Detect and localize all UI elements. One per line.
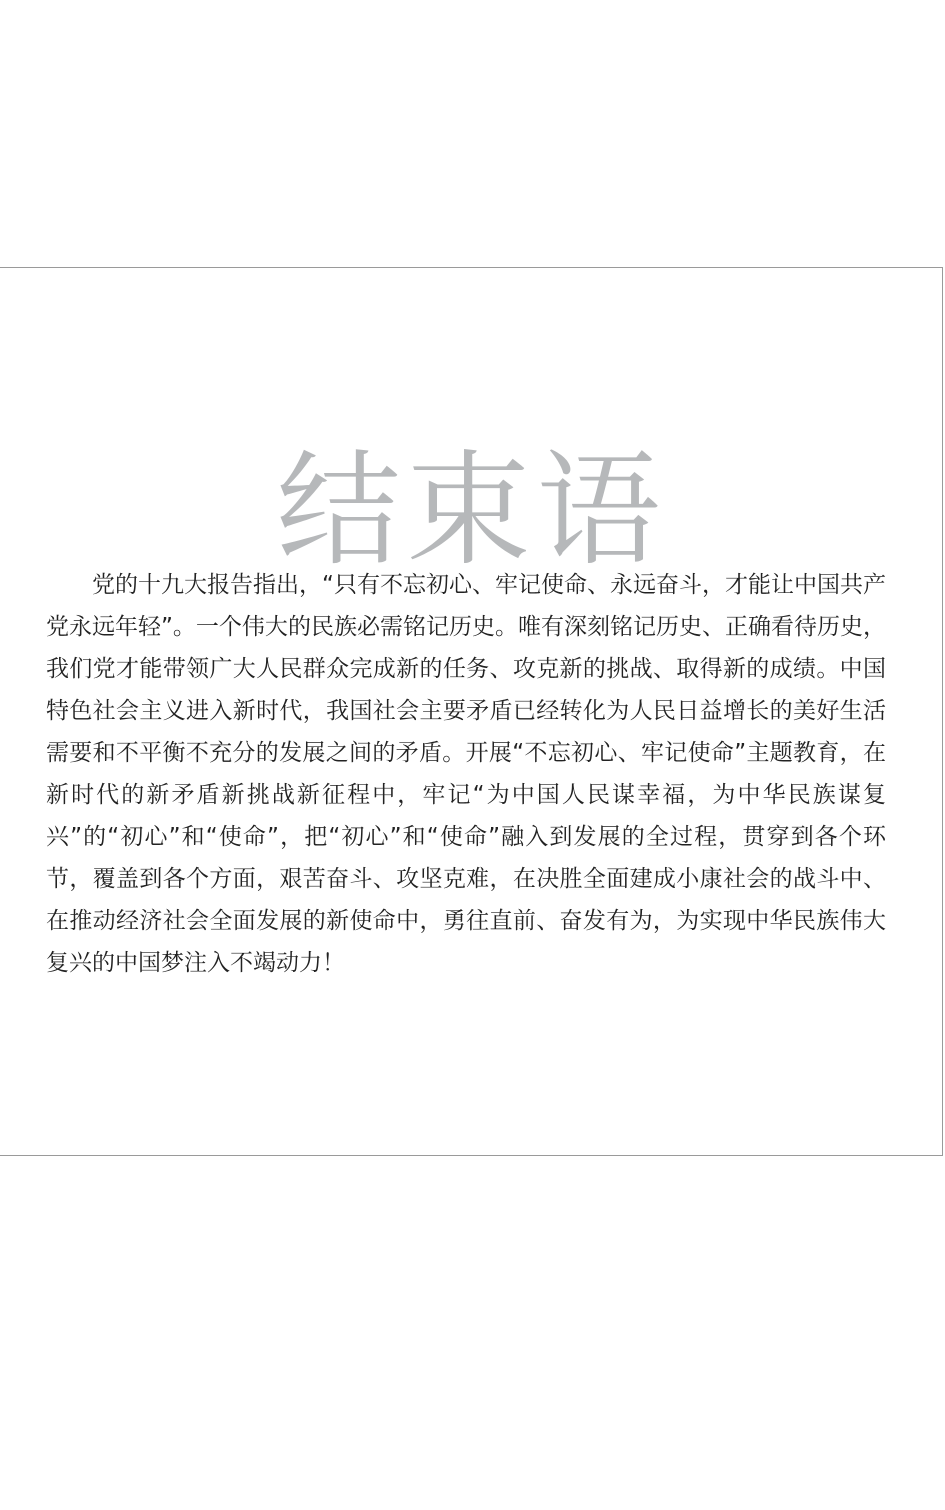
content-panel xyxy=(0,267,943,1156)
body-paragraph: 党的十九大报告指出，“只有不忘初心、牢记使命、永远奋斗，才能让中国共产党永远年轻”。一个伟大的民族必需铭记历史。唯有深刻铭记历史、正确看待历史，我们党才能带领广大人民群众完成新的任务、攻克新的挑战、取得新的成绩。中国特色社会主义进入新时代，我国社会主要矛盾已经转化为人民日益增长的美好生活需要和不平衡不充分的发展之间的矛盾。开展“不忘初心、牢记使命”主题教育，在新时代的新矛盾新挑战新征程中，牢记“为中国人民谋幸福，为中华民族谋复兴”的“初心”和“使命”，把“初心”和“使命”融入到发展的全过程，贯穿到各个环节，覆盖到各个方面，艰苦奋斗、攻坚克难，在决胜全面建成小康社会的战斗中、在推动经济社会全面发展的新使命中，勇往直前、奋发有为，为实现中华民族伟大复兴的中国梦注入不竭动力！ xyxy=(46,572,886,976)
page-title: 结束语 xyxy=(276,439,667,584)
